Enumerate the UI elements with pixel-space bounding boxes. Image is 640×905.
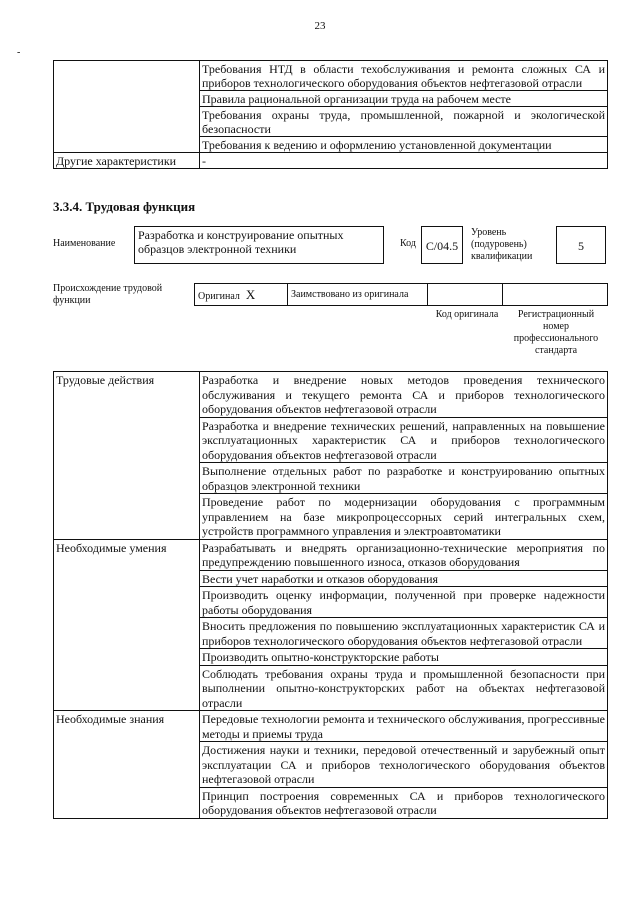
margin-mark: - <box>17 47 21 58</box>
code-value-box: С/04.5 <box>421 226 463 264</box>
table-row <box>54 372 608 418</box>
table-cell: Правила рациональной организации труда на рабочем месте <box>200 91 608 107</box>
other-characteristics-label: Другие характеристики <box>54 153 200 169</box>
table-cell: Требования НТД в области техобслуживания и ремонта сложных СА и приборов технологического оборудования объектов нефтегазовой отрасли <box>200 61 608 91</box>
knowledge-label: Необходимые знания <box>54 711 200 819</box>
other-characteristics-value: - <box>200 153 608 169</box>
table-cell: Разработка и внедрение технических решений, направленных на повышение эксплуатационных характеристик СА и приборов технологического оборудования объектов нефтегазовой отрасли <box>200 417 608 463</box>
table-cell: Разрабатывать и внедрять организационно-технические мероприятия по предупреждению повышенного износа, отказов оборудования <box>200 539 608 570</box>
original-mark: Х <box>245 287 256 302</box>
original-cell <box>195 284 288 306</box>
table-cell: Достижения науки и техники, передовой отечественный и зарубежный опыт эксплуатации СА и приборов технологического оборудования объектов нефтегазовой отрасли <box>200 742 608 788</box>
table-cell: Проведение работ по модернизации оборудования с программным управлением на базе микропроцессорных серий интегральных схем, устройств программного управления и электроавтоматики <box>200 494 608 540</box>
qualification-level-box: 5 <box>556 226 606 264</box>
table-cell: Соблюдать требования охраны труда и промышленной безопасности при выполнении опытно-конструкторских работ на объектах нефтегазовой отрасли <box>200 665 608 711</box>
table-row <box>54 539 608 570</box>
table-cell: Требования к ведению и оформлению установленной документации <box>200 137 608 153</box>
origin-label: Происхождение трудовой функции <box>53 283 163 306</box>
table-cell: Разработка и внедрение новых методов проведения технического обслуживания и текущего ремонта СА и приборов технологического оборудования объектов нефтегазовой отрасли <box>200 372 608 418</box>
table-row <box>195 284 608 306</box>
page-number: 23 <box>314 20 326 32</box>
table-row <box>54 61 608 91</box>
labor-actions-label: Трудовые действия <box>54 372 200 540</box>
table-cell: Передовые технологии ремонта и технического обслуживания, прогрессивные методы и приемы труда <box>200 711 608 742</box>
original-code-cell <box>428 284 503 306</box>
skills-label: Необходимые умения <box>54 539 200 711</box>
code-label: Код <box>400 238 416 249</box>
table-cell: Требования охраны труда, промышленной, пожарной и экологической безопасности <box>200 107 608 137</box>
name-label: Наименование <box>53 238 116 249</box>
table-row <box>54 711 608 742</box>
registration-number-cell <box>503 284 608 306</box>
table-cell: Выполнение отдельных работ по разработке и конструированию опытных образцов электронной техники <box>200 463 608 494</box>
function-details-table <box>53 371 608 819</box>
qualification-level-label: Уровень (подуровень) квалификации <box>471 227 533 262</box>
table-cell: Производить опытно-конструкторские работы <box>200 649 608 666</box>
registration-number-caption: Регистрационный номер профессионального стандарта <box>513 309 599 356</box>
table-cell: Вносить предложения по повышению эксплуатационных характеристик СА и приборов технологического оборудования объектов нефтегазовой отрасли <box>200 618 608 649</box>
origin-table <box>194 283 608 306</box>
name-value-box: Разработка и конструирование опытных образцов электронной техники <box>134 226 384 264</box>
original-code-caption: Код оригинала <box>435 309 499 320</box>
borrowed-label: Заимствовано из оригинала <box>288 284 428 306</box>
continuation-table <box>53 60 608 169</box>
table-row <box>54 153 608 169</box>
section-heading: 3.3.4. Трудовая функция <box>53 199 196 214</box>
table-cell: Принцип построения современных СА и приборов технологического оборудования объектов нефтегазовой отрасли <box>200 787 608 818</box>
empty-label-cell <box>54 61 200 153</box>
table-cell: Производить оценку информации, полученной при проверке надежности работы оборудования <box>200 587 608 618</box>
original-label: Оригинал <box>198 291 240 302</box>
table-cell: Вести учет наработки и отказов оборудования <box>200 570 608 587</box>
